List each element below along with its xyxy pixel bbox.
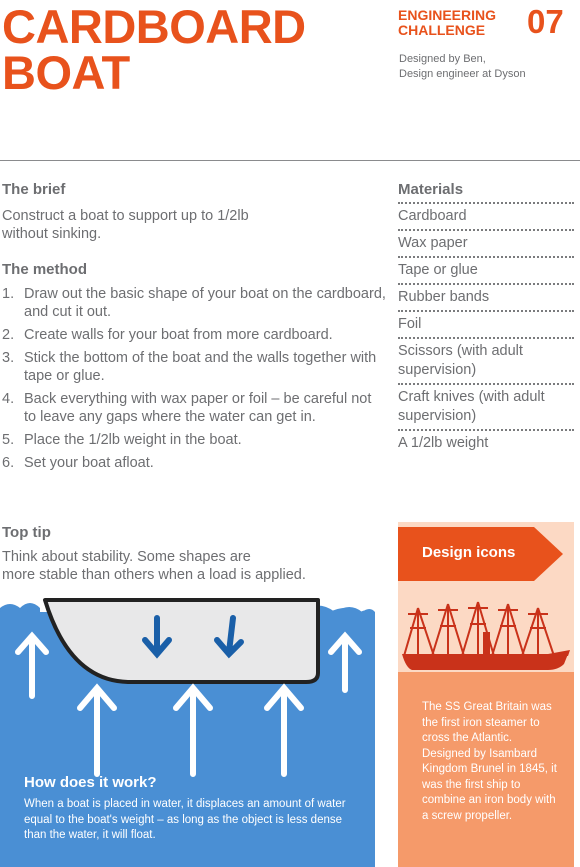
boat-hull bbox=[45, 600, 318, 682]
title-line-1: CARDBOARD bbox=[2, 0, 306, 53]
material-item: A 1/2lb weight bbox=[398, 435, 489, 451]
challenge-label bbox=[398, 8, 496, 38]
designer-line-2: Design engineer at Dyson bbox=[399, 68, 526, 80]
tip-heading: Top tip bbox=[2, 524, 51, 541]
step-number: 5. bbox=[2, 432, 15, 448]
material-item: Wax paper bbox=[398, 231, 574, 258]
materials-heading: Materials bbox=[398, 181, 574, 204]
brief-line-2: without sinking. bbox=[2, 226, 102, 242]
page-title bbox=[2, 0, 306, 99]
step-number: 3. bbox=[2, 350, 15, 366]
material-item: Rubber bands bbox=[398, 285, 574, 312]
step-number: 6. bbox=[2, 455, 15, 471]
step-text: Draw out the basic shape of your boat on the cardboard, and cut it out. bbox=[24, 286, 386, 320]
challenge-number: 07 bbox=[527, 3, 564, 40]
ship-description: The SS Great Britain was the first iron steamer to cross the Atlantic. Designed by Isambard Kingdom Brunel in 1845, it was the first ship to combine an iron body with a screw propeller. bbox=[422, 701, 557, 822]
material-item: Foil bbox=[398, 312, 574, 339]
method-step bbox=[2, 431, 387, 449]
tip-line-1: Think about stability. Some shapes are bbox=[2, 549, 251, 565]
title-line-2: BOAT bbox=[2, 46, 130, 99]
step-text: Stick the bottom of the boat and the walls together with tape or glue. bbox=[24, 350, 377, 384]
header-divider bbox=[0, 160, 580, 161]
step-text: Set your boat afloat. bbox=[24, 455, 154, 471]
step-number: 2. bbox=[2, 327, 15, 343]
method-step bbox=[2, 326, 387, 344]
brief-heading: The brief bbox=[2, 181, 66, 198]
designer-credit bbox=[399, 52, 526, 82]
brief-text bbox=[2, 207, 387, 243]
method-step bbox=[2, 349, 387, 385]
method-step bbox=[2, 454, 387, 472]
tip-line-2: more stable than others when a load is applied. bbox=[2, 567, 306, 583]
step-text: Place the 1/2lb weight in the boat. bbox=[24, 432, 242, 448]
method-step bbox=[2, 390, 387, 426]
material-item: Tape or glue bbox=[398, 258, 574, 285]
material-item: Scissors (with adult supervision) bbox=[398, 339, 574, 385]
how-heading: How does it work? bbox=[24, 774, 157, 791]
step-text: Back everything with wax paper or foil – be careful not to leave any gaps where the water can get in. bbox=[24, 391, 372, 425]
designer-line-1: Designed by Ben, bbox=[399, 53, 486, 65]
method-heading: The method bbox=[2, 261, 87, 278]
materials-list bbox=[398, 181, 574, 456]
challenge-line-1: ENGINEERING bbox=[398, 7, 497, 23]
design-icons-label: Design icons bbox=[422, 544, 516, 561]
brief-line-1: Construct a boat to support up to 1/2lb bbox=[2, 208, 249, 224]
material-item: Cardboard bbox=[398, 204, 574, 231]
how-text: When a boat is placed in water, it displaces an amount of water equal to the boat's weight – as long as the object is less dense than the water, it will float. bbox=[24, 798, 346, 841]
ship-icon bbox=[398, 598, 574, 672]
step-number: 4. bbox=[2, 391, 15, 407]
material-item: Craft knives (with adult supervision) bbox=[398, 385, 574, 431]
tip-text bbox=[2, 548, 387, 584]
method-steps bbox=[2, 285, 387, 477]
method-step bbox=[2, 285, 387, 321]
step-number: 1. bbox=[2, 286, 15, 302]
step-text: Create walls for your boat from more cardboard. bbox=[24, 327, 333, 343]
challenge-line-2: CHALLENGE bbox=[398, 22, 486, 38]
